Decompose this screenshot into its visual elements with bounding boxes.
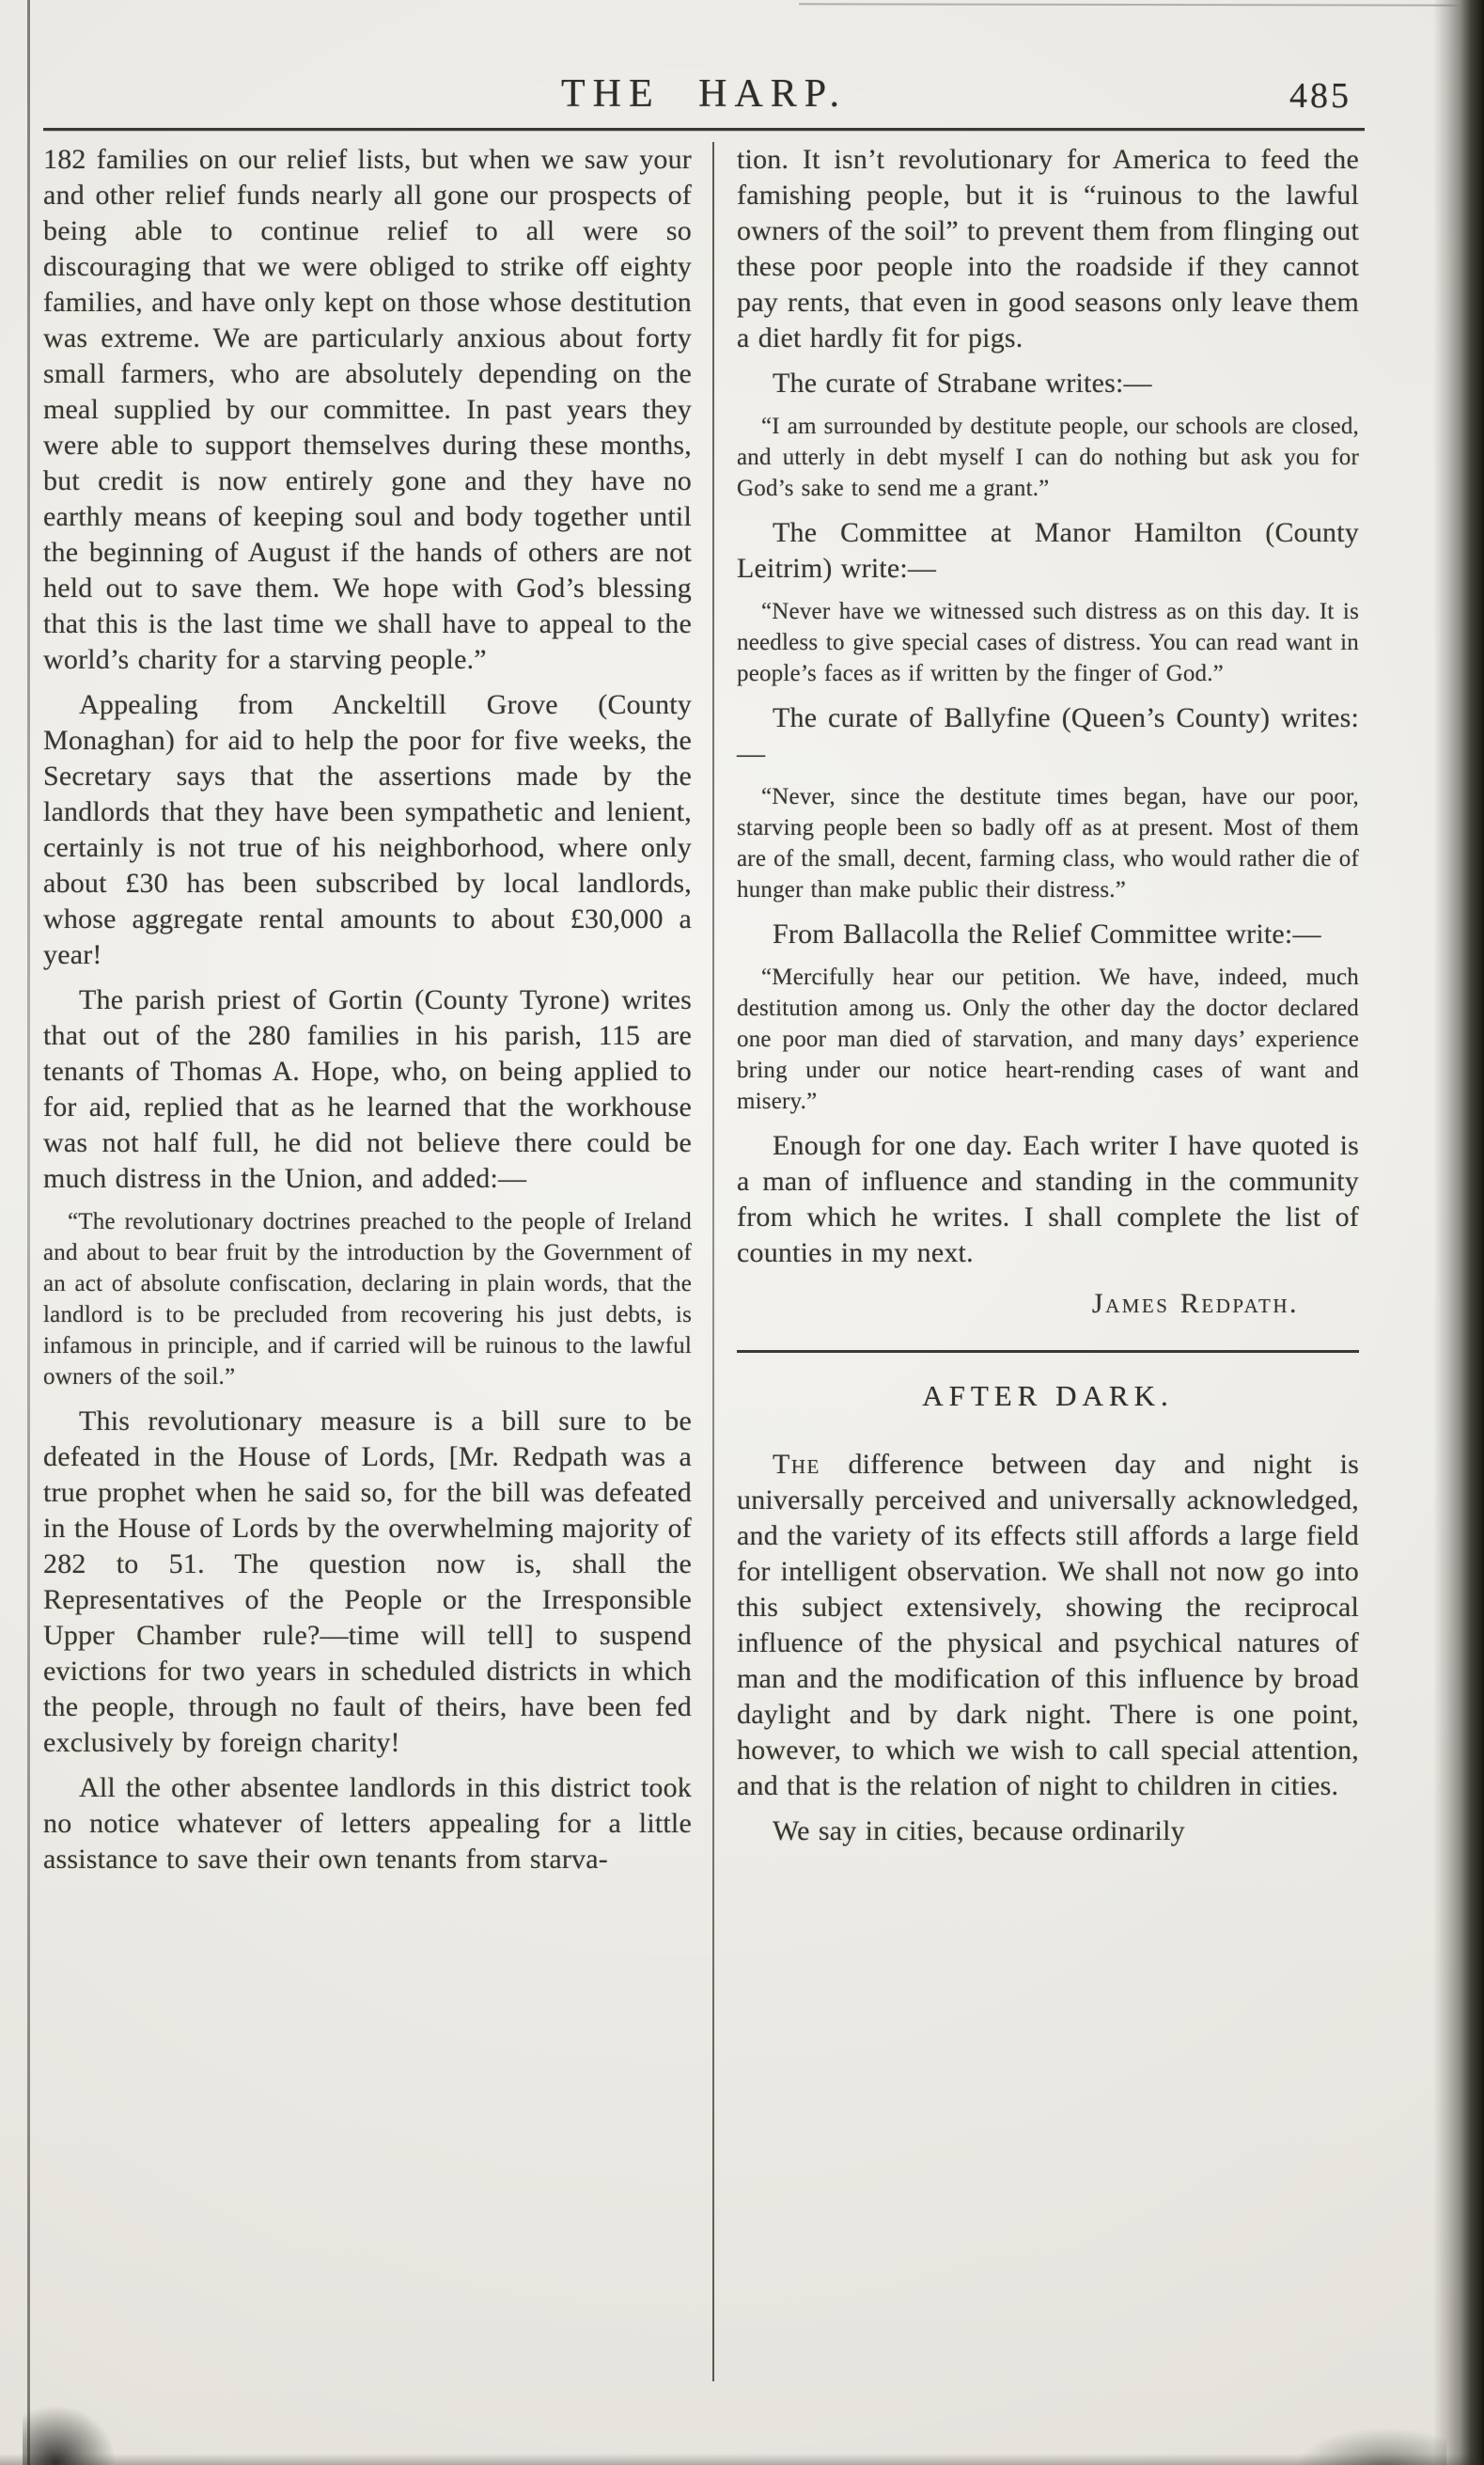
column-left [43, 142, 712, 2381]
page-number: 485 [1289, 76, 1351, 116]
closing-paragraph: Enough for one day. Each writer I have quoted is a man of influence and standing in the community from which he writes. I shall complete the list of counties in my next. [737, 1130, 1359, 1268]
monaghan-appeal-paragraph: Appealing from Anckeltill Grove (County Monaghan) for aid to help the poor for five weeks, the Secretary says that the assertions made by the landlords that they have been sympathetic and lenient, certainly is not true of his neighborhood, where only about £30 has been subscribed by local landlords, whose aggregate rental amounts to about £30,000 a year! [43, 689, 692, 970]
page-header [43, 0, 1365, 128]
scan-artifact-left-edge [27, 0, 30, 2465]
page-content [43, 0, 1365, 2381]
relief-letter-continuation: 182 families on our relief lists, but when we saw your and other relief funds nearly all gone our prospects of being able to continue relief to all were so discouraging that we were obliged to strike off eighty families, and have only kept on those whose destitution was extreme. We are particularly anxious about forty small farmers, who are absolutely depending on the meal supplied by our committee. In past years they were able to support themselves during these months, but credit is now entirely gone and they have no earthly means of keeping soul and body together until the beginning of August if the hands of others are not held out to save them. We hope with God’s blessing that this is the last time we shall have to appeal to the world’s charity for a starving people.” [43, 144, 692, 675]
house-of-lords-paragraph: This revolutionary measure is a bill sure to be defeated in the House of Lords, [Mr. Redpath was a true prophet when he said so, for the bill was defeated in the House of Lords by the overwhelming majority of 282 to 51. The question now is, shall the Representatives of the People or the Irresponsible Upper Chamber rule?—time will tell] to suspend evictions for two years in scheduled districts in which the people, through no fault of theirs, have been fed exclusively by foreign charity! [43, 1405, 692, 1758]
smallcaps-lead-word: The [773, 1449, 820, 1480]
after-dark-second-paragraph: We say in cities, because ordinarily [773, 1815, 1185, 1846]
starvation-continuation-paragraph: tion. It isn’t revolutionary for America to feed the famishing people, but it is “ruinous to the lawful owners of the soil” to prevent them from flinging out these poor people into the roadside if they cannot pay rents, that even in good seasons only leave them a diet hardly fit for pigs. [737, 144, 1359, 353]
strabane-curate-intro: The curate of Strabane writes:— [773, 368, 1152, 399]
journal-title: THE HARP. [560, 72, 848, 116]
scan-artifact-bottom-right-smudge [1296, 2427, 1446, 2465]
scan-artifact-bottom-shade [0, 2454, 1484, 2465]
absentee-landlords-paragraph: All the other absentee landlords in this district took no notice whatever of letters appealing for a little assistance to save their own tenants from starva- [43, 1772, 692, 1875]
landlord-reply-quote: “The revolutionary doctrines preached to the people of Ireland and about to bear fruit by the introduction by the Government of an act of absolute confiscation, declaring in plain words, that the landlord is to be precluded from recovering his just debts, is infamous in principle, and if carried will be ruinous to the lawful owners of the soil.” [43, 1209, 692, 1390]
ballacolla-intro: From Ballacolla the Relief Committee write:— [773, 918, 1321, 950]
ballyfine-curate-intro: The curate of Ballyfine (Queen’s County) writes:— [737, 702, 1359, 769]
manor-hamilton-intro: The Committee at Manor Hamilton (County Leitrim) write:— [737, 517, 1359, 584]
two-column-text-block [43, 142, 1365, 2381]
scan-artifact-right-edge [1433, 0, 1484, 2465]
after-dark-heading: AFTER DARK. [922, 1379, 1174, 1412]
ballyfine-curate-quote: “Never, since the destitute times began, have our poor, starving people been so badly off as at present. Most of them are of the small, decent, farming class, who would rather die of hunger than make public their distress.” [737, 784, 1359, 903]
header-rule [43, 128, 1365, 131]
manor-hamilton-quote: “Never have we witnessed such distress as on this day. It is needless to give special cases of distress. You can read want in people’s faces as if written by the finger of God.” [737, 599, 1359, 686]
strabane-curate-quote: “I am surrounded by destitute people, our schools are closed, and utterly in debt myself I can do nothing but ask you for God’s sake to send me a grant.” [737, 414, 1359, 501]
gortin-priest-paragraph: The parish priest of Gortin (County Tyrone) writes that out of the 280 families in his parish, 115 are tenants of Thomas A. Hope, who, on being applied to for aid, replied that as he learned that the workhouse was not half full, he did not believe there could be much distress in the Union, and added:— [43, 984, 692, 1194]
scan-artifact-bottom-left-smudge [23, 2405, 117, 2465]
section-divider [737, 1350, 1359, 1353]
author-signature: James Redpath. [1091, 1288, 1299, 1319]
after-dark-opening-paragraph: The difference between day and night is universally perceived and universally acknowledged, and the variety of its effects still affords a large field for intelligent observation. We shall not now go into this subject extensively, showing the reciprocal influence of the physical and psychical natures of man and the modification of this influence by broad daylight and by dark night. There is one point, however, to which we wish to call special attention, and that is the relation of night to children in cities. [737, 1449, 1359, 1801]
ballacolla-quote: “Mercifully hear our petition. We have, indeed, much destitution among us. Only the other day the doctor declared one poor man died of starvation, and many days’ experience bring under our notice heart-rending cases of want and misery.” [737, 965, 1359, 1114]
column-right [714, 142, 1365, 2381]
